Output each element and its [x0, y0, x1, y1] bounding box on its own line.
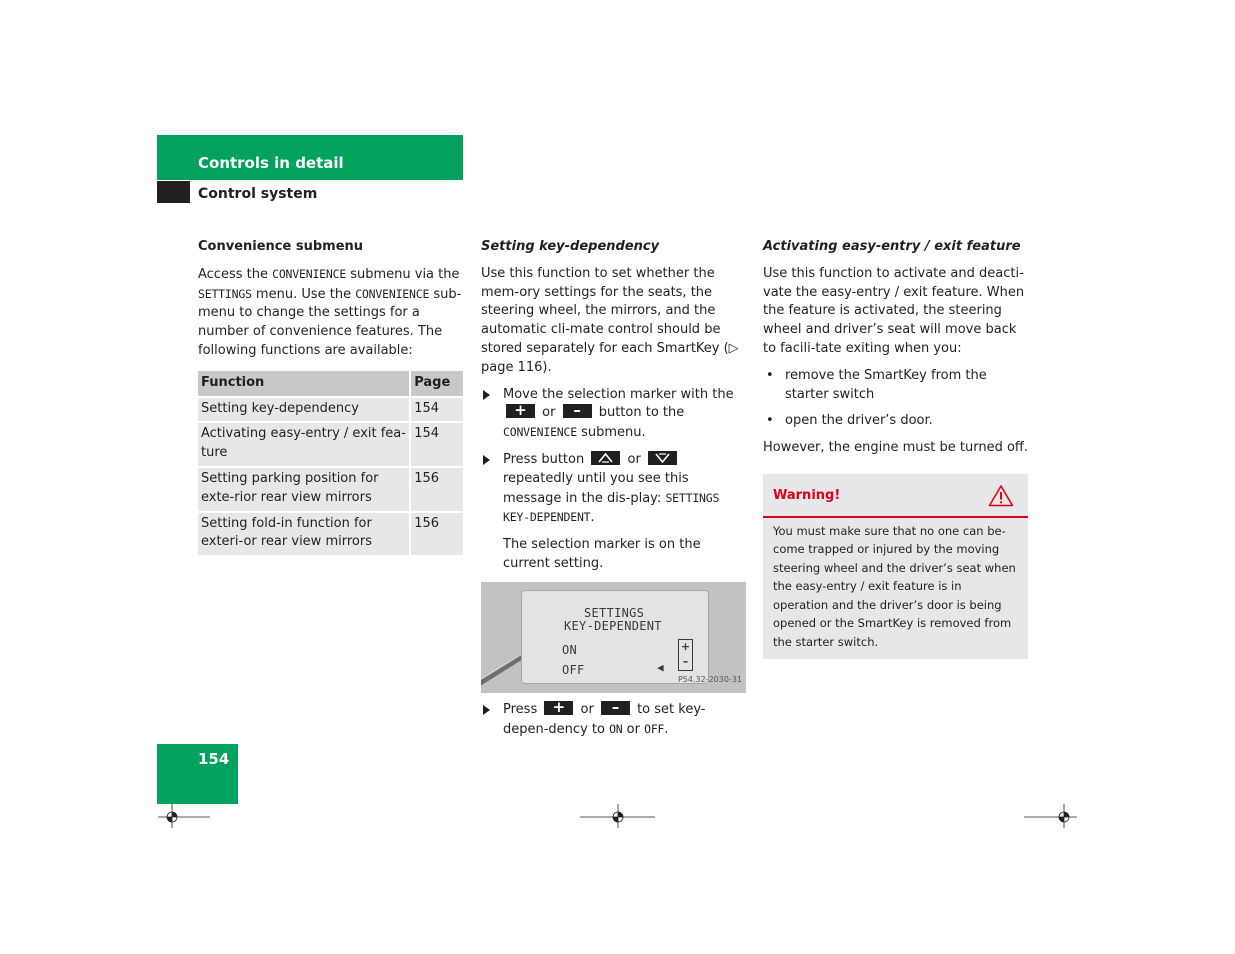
display-text-settings-key-dependent: SETTINGS KEY-DEPENDENT [503, 490, 720, 525]
table-header-function: Function [198, 371, 409, 396]
engine-note: However, the engine must be turned off. [763, 440, 1029, 456]
convenience-intro [198, 265, 463, 361]
column-easy-entry [763, 238, 1028, 659]
text: submenu via the [346, 266, 460, 282]
display-option-off: OFF [562, 662, 585, 677]
table-row [198, 396, 463, 422]
step-note: The selection marker is on the current setting. [503, 537, 701, 571]
table-cell-page: 156 [409, 511, 463, 556]
minus-key-symbol: – [573, 401, 581, 420]
table-cell-page: 154 [409, 396, 463, 422]
display-text-convenience: CONVENIENCE [503, 425, 577, 440]
bullet-icon: • [766, 367, 774, 383]
function-table [198, 371, 463, 555]
table-header-page: Page [409, 371, 463, 396]
display-text-off: OFF [644, 721, 665, 736]
text: . [664, 721, 669, 737]
display-text-convenience: CONVENIENCE [355, 286, 430, 301]
display-text-convenience: CONVENIENCE [272, 266, 347, 281]
table-cell-function: Setting key-dependency [198, 396, 409, 422]
minus-key-icon [563, 401, 592, 420]
display-illustration [481, 582, 746, 693]
warning-title: Warning! [773, 487, 841, 503]
text: Move the selection marker with the [503, 386, 734, 402]
key-dependency-intro: Use this function to set whether the mem-ory settings for the seats, the steering wheel, the mirrors, and the automatic cli-mate control should be stored separately for each SmartKey (▷ page 116). [481, 265, 739, 375]
warning-triangle-icon [988, 484, 1014, 507]
minus-key-icon [601, 697, 630, 716]
table-row [198, 466, 463, 511]
warning-text: You must make sure that no one can be-come trapped or injured by the moving steering wheel and the driver’s seat when the easy-entry / exit feature is in operation and the driver’s door is being opened or the SmartKey is removed from the starter switch. [773, 523, 1016, 649]
table-cell-page: 156 [409, 466, 463, 511]
display-option-on: ON [562, 642, 578, 657]
plus-key-icon [544, 697, 573, 716]
display-line-key-dependent: KEY-DEPENDENT [564, 618, 662, 633]
registration-mark-icon [1024, 802, 1078, 828]
text: Press button [503, 451, 589, 467]
text: menu. Use the [251, 286, 356, 302]
figure-code: P54.32-2030-31 [677, 674, 742, 684]
table-cell-function: Setting fold-in function for exteri-or rear view mirrors [198, 511, 409, 556]
plus-key-icon [506, 401, 535, 420]
table-row [198, 511, 463, 556]
plus-key-symbol: + [514, 401, 527, 420]
display-text-settings: SETTINGS [198, 286, 252, 301]
up-key-icon [591, 451, 620, 465]
text: Access the [198, 266, 273, 282]
selection-marker-icon: ◀ [657, 660, 664, 674]
subsection-title: Control system [198, 186, 318, 202]
section-title: Controls in detail [198, 154, 344, 172]
text: repeatedly until you see this message in the dis-play: [503, 470, 689, 506]
list-item-text: open the driver’s door. [785, 413, 933, 429]
list-item [763, 412, 1028, 431]
down-key-icon [648, 451, 677, 465]
text: or [538, 405, 560, 421]
column-convenience-submenu [198, 238, 463, 555]
table-cell-function: Activating easy-entry / exit fea-ture [198, 421, 409, 466]
registration-mark-icon [580, 802, 656, 828]
step-set-key-dependency [481, 697, 746, 740]
indicator-minus: – [682, 654, 689, 668]
display-line-settings: SETTINGS [584, 605, 645, 620]
heading-key-dependency: Setting key-dependency [481, 239, 660, 254]
plus-minus-indicator [678, 639, 693, 671]
display-screen [521, 590, 709, 684]
easy-entry-intro: Use this function to activate and deacti-vate the easy-entry / exit feature. When the feature is activated, the steering wheel and driver’s seat will move back to facili-tate exiting when you: [763, 265, 1025, 356]
subsection-marker [157, 181, 190, 203]
column-key-dependency [481, 238, 746, 747]
list-item [763, 367, 1028, 405]
indicator-plus: + [680, 639, 691, 653]
plus-key-symbol: + [552, 697, 566, 716]
text: to set key-depen-dency to [503, 701, 706, 737]
display-text-on: ON [609, 721, 623, 736]
text: or [576, 701, 598, 717]
list-item-text: remove the SmartKey from the starter switch [785, 367, 987, 402]
text: submenu. [576, 425, 646, 441]
step-move-marker [481, 386, 746, 443]
heading-convenience-submenu: Convenience submenu [198, 239, 364, 254]
text: or [623, 451, 645, 467]
minus-key-symbol: – [611, 697, 620, 716]
text: or [622, 721, 645, 737]
warning-header [763, 474, 1028, 518]
table-header-row [198, 371, 463, 396]
table-cell-function: Setting parking position for exte-rior rear view mirrors [198, 466, 409, 511]
page-number: 154 [198, 750, 230, 768]
text: Press [503, 701, 542, 717]
text: button to the [594, 405, 685, 421]
registration-mark-icon [158, 802, 212, 828]
table-row [198, 421, 463, 466]
heading-easy-entry: Activating easy-entry / exit feature [763, 239, 1021, 254]
warning-box [763, 474, 1028, 660]
text: sub-menu to change the settings for a number of convenience features. The following functions are available: [198, 286, 462, 358]
step-arrow-icon [483, 705, 490, 715]
step-press-button [481, 451, 746, 528]
bullet-icon: • [766, 413, 774, 429]
text: . [590, 510, 595, 526]
step-arrow-icon [483, 390, 490, 400]
table-cell-page: 154 [409, 421, 463, 466]
step-arrow-icon [483, 455, 490, 465]
